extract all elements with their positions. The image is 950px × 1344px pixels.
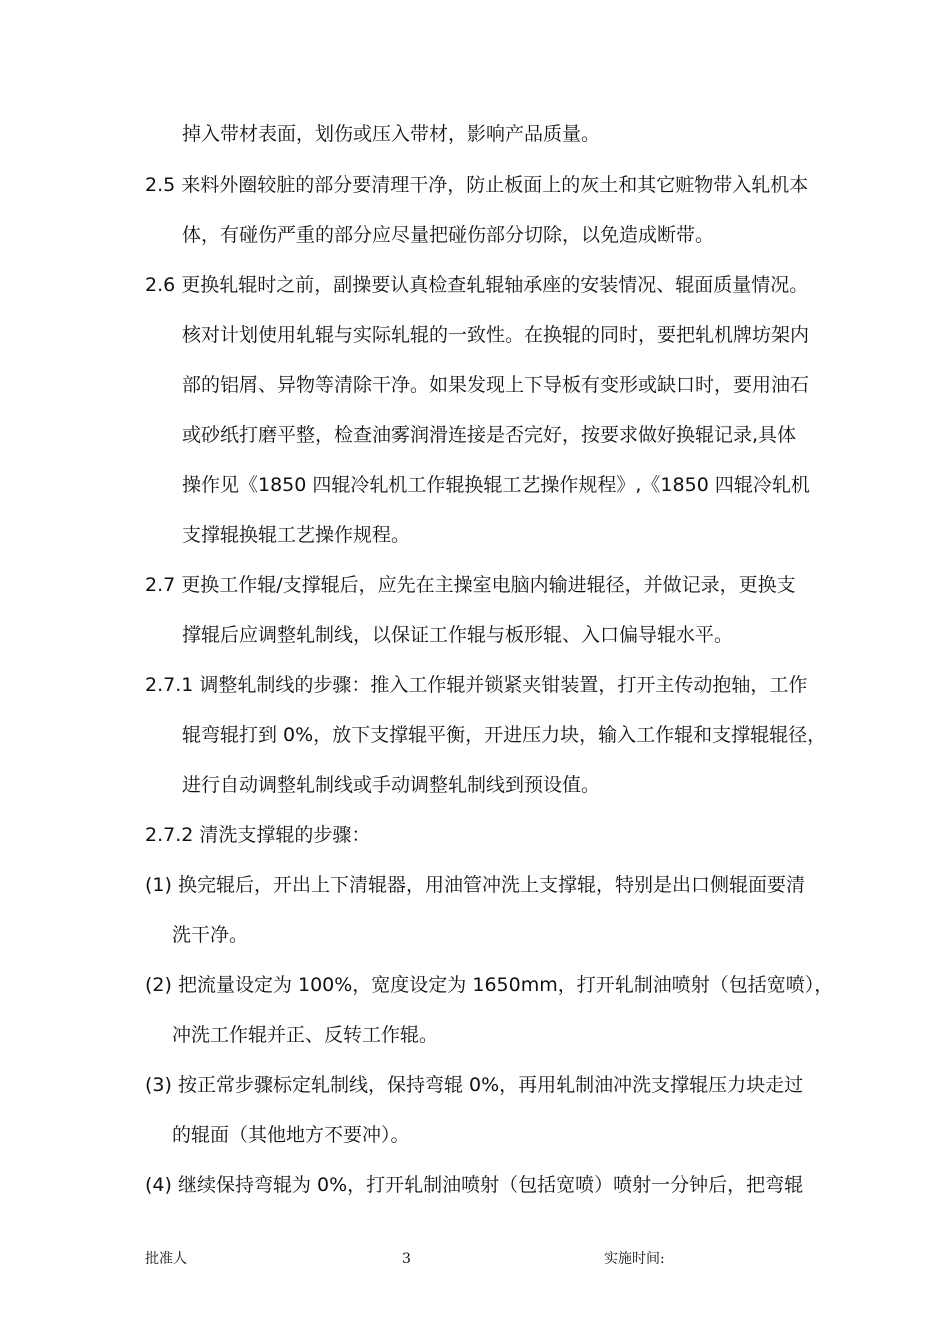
section-2-7: 2.7 更换工作辊/支撑辊后，应先在主操室电脑内输进辊径，并做记录，更换支	[145, 574, 796, 596]
paragraph-line: 操作见《1850 四辊冷轧机工作辊换辊工艺操作规程》,《1850 四辊冷轧机	[182, 474, 810, 496]
paragraph-line: 支撑辊换辊工艺操作规程。	[182, 524, 411, 546]
list-item-2: (2) 把流量设定为 100%，宽度设定为 1650mm，打开轧制油喷射（包括宽喷），	[145, 974, 834, 996]
paragraph-line: 部的铝屑、异物等清除干净。如果发现上下导板有变形或缺口时，要用油石	[182, 374, 810, 396]
list-item-1: (1) 换完辊后，开出上下清辊器，用油管冲洗上支撑辊，特别是出口侧辊面要清	[145, 874, 805, 896]
section-2-5: 2.5 来料外圈较脏的部分要清理干净，防止板面上的灰土和其它赃物带入轧机本	[145, 174, 809, 196]
approver-label: 批准人	[145, 1251, 187, 1267]
paragraph-line: 核对计划使用轧辊与实际轧辊的一致性。在换辊的同时，要把轧机牌坊架内	[182, 324, 810, 346]
section-2-7-1: 2.7.1 调整轧制线的步骤：推入工作辊并锁紧夹钳装置，打开主传动抱轴，工作	[145, 674, 808, 696]
paragraph-line: 或砂纸打磨平整，检查油雾润滑连接是否完好，按要求做好换辊记录,具体	[182, 424, 797, 446]
list-item-3: (3) 按正常步骤标定轧制线，保持弯辊 0%，再用轧制油冲洗支撑辊压力块走过	[145, 1074, 804, 1096]
section-2-6: 2.6 更换轧辊时之前，副操要认真检查轧辊轴承座的安装情况、辊面质量情况。	[145, 274, 809, 296]
section-2-7-2: 2.7.2 清洗支撑辊的步骤：	[145, 824, 371, 846]
paragraph-line: 掉入带材表面，划伤或压入带材，影响产品质量。	[182, 123, 601, 145]
paragraph-line: 体，有碰伤严重的部分应尽量把碰伤部分切除，以免造成断带。	[182, 224, 715, 246]
paragraph-line: 的辊面（其他地方不要冲）。	[172, 1124, 410, 1146]
implementation-time-label: 实施时间:	[604, 1251, 665, 1267]
paragraph-line: 撑辊后应调整轧制线，以保证工作辊与板形辊、入口偏导辊水平。	[182, 624, 734, 646]
paragraph-line: 洗干净。	[172, 924, 249, 946]
paragraph-line: 辊弯辊打到 0%，放下支撑辊平衡，开进压力块，输入工作辊和支撑辊辊径，	[182, 724, 827, 746]
list-item-4: (4) 继续保持弯辊为 0%，打开轧制油喷射（包括宽喷）喷射一分钟后，把弯辊	[145, 1174, 804, 1196]
paragraph-line: 冲洗工作辊并正、反转工作辊。	[172, 1024, 439, 1046]
page-number: 3	[402, 1251, 411, 1267]
paragraph-line: 进行自动调整轧制线或手动调整轧制线到预设值。	[182, 774, 601, 796]
